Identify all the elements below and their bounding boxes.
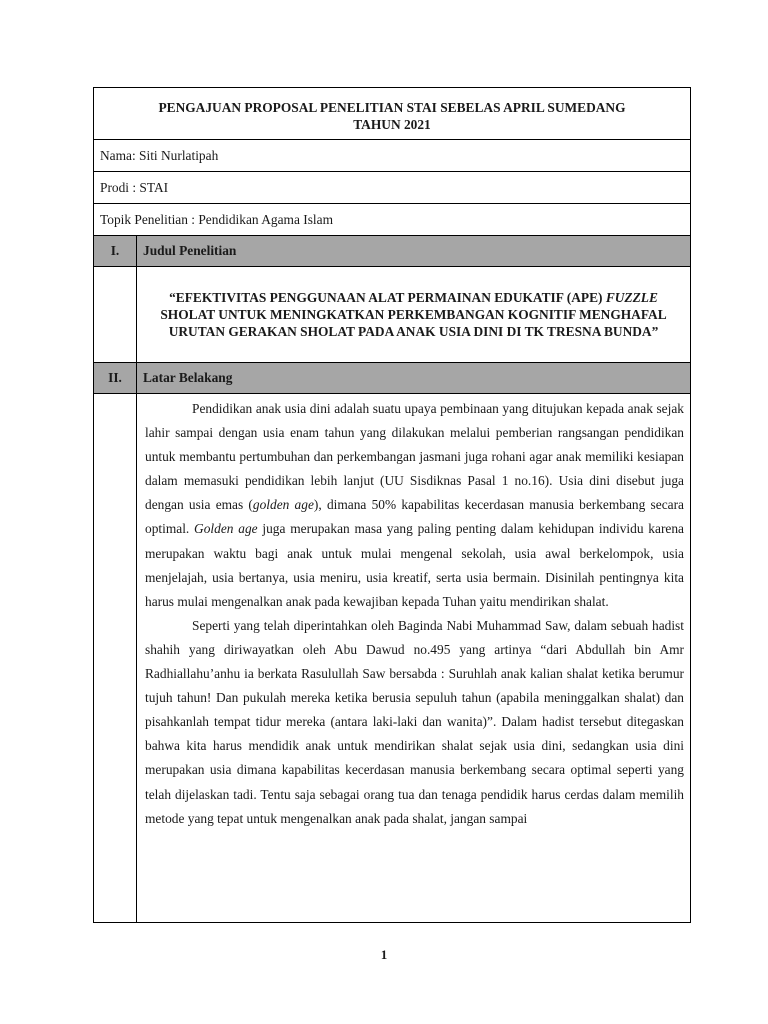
section-number-2: II. bbox=[94, 363, 137, 394]
empty-number-cell bbox=[94, 267, 137, 363]
research-title bbox=[137, 267, 691, 363]
title-line-2: TAHUN 2021 bbox=[353, 116, 431, 132]
paragraph-1-text-a: Pendidikan anak usia dini adalah suatu upaya pembinaan yang ditujukan kepada anak sejak lahir sampai dengan usia enam tahun yang dilakukan melalui pemberian rangsangan pendidikan untuk membantu pertumbuhan dan perkembangan jasmani juga rohani agar anak memiliki kesiapan dalam memasuki pendidikan lebih lanjut (UU Sisdiknas Pasal 1 no.16). Usia dini disebut juga dengan usia emas ( bbox=[145, 401, 684, 513]
prodi-field: Prodi : STAI bbox=[94, 172, 691, 204]
paragraph-2: Seperti yang telah diperintahkan oleh Baginda Nabi Muhammad Saw, dalam sebuah hadist shahih yang diriwayatkan oleh Abu Dawud no.495 yang artinya “dari Abdullah bin Amr Radhiallahu’anhu ia berkata Rasulullah Saw bersabda : Suruhlah anak kalian shalat ketika berumur tujuh tahun! Dan pukulah mereka ketika berusia sepuluh tahun (apabila meninggalkan shalat) dan pisahkanlah tempat tidur mereka (antara laki-laki dan wanita)”. Dalam hadist tersebut ditegaskan bahwa kita harus mendidik anak untuk mendirikan shalat sejak usia dini, sedangkan usia dini merupakan usia dimana kapabilitas kecerdasan manusia berkembang secara optimal seperti yang telah dijelaskan tadi. Tentu saja sebagai orang tua dan tenaga pendidik harus cerdas dalam memilih metode yang tepat untuk mengenalkan anak pada shalat, jangan sampai bbox=[145, 617, 684, 826]
section-title-judul: Judul Penelitian bbox=[137, 236, 691, 267]
topic-field: Topik Penelitian : Pendidikan Agama Islam bbox=[94, 204, 691, 236]
page-number: 1 bbox=[380, 947, 388, 962]
research-title-part-2: SHOLAT UNTUK MENINGKATKAN PERKEMBANGAN KOGNITIF MENGHAFAL URUTAN GERAKAN SHOLAT PADA ANAK USIA DINI DI TK TRESNA BUNDA” bbox=[160, 307, 667, 339]
paragraph-1-text-b: ), dimana 50% kapabilitas kecerdasan manusia berkembang secara optimal. bbox=[145, 497, 684, 537]
paragraph-1-italic-b: Golden age bbox=[194, 521, 258, 537]
name-field: Nama: Siti Nurlatipah bbox=[94, 140, 691, 172]
section-title-latar-belakang: Latar Belakang bbox=[137, 363, 691, 394]
document-title bbox=[94, 88, 691, 140]
section-number-1: I. bbox=[94, 236, 137, 267]
paragraph-1 bbox=[145, 397, 684, 614]
background-text-cell bbox=[137, 394, 691, 923]
empty-number-cell bbox=[94, 394, 137, 923]
paragraph-1-text-c: juga merupakan masa yang paling penting dalam kehidupan individu karena merupakan waktu bagi anak untuk mulai mengenal sekolah, usia awal berkelompok, usia menjelajah, usia bertanya, usia meniru, usia kreatif, serta usia bermain. Disinilah pentingnya kita harus mulai mengenalkan anak pada kewajiban kepada Tuhan yaitu mendirikan shalat. bbox=[145, 521, 684, 609]
background-text bbox=[145, 397, 684, 919]
paragraph-1-italic-a: golden age bbox=[252, 497, 314, 513]
proposal-form-table bbox=[93, 87, 691, 923]
title-line-1: PENGAJUAN PROPOSAL PENELITIAN STAI SEBELAS APRIL SUMEDANG bbox=[158, 99, 626, 115]
research-title-italic: FUZZLE bbox=[605, 290, 658, 305]
research-title-part-1: “EFEKTIVITAS PENGGUNAAN ALAT PERMAINAN EDUKATIF (APE) bbox=[169, 290, 603, 305]
